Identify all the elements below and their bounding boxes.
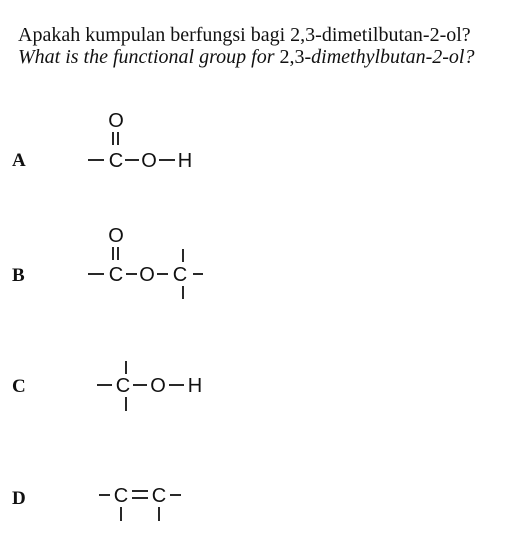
option-d-letter: D <box>12 488 26 509</box>
option-b-oxygen-top: O <box>108 225 124 247</box>
option-b-oxygen: O <box>139 264 155 286</box>
option-a-carbon: C <box>108 150 124 172</box>
option-a-oxygen-top: O <box>108 110 124 132</box>
option-c-oxygen: O <box>150 375 166 397</box>
option-a-hydrogen: H <box>177 150 193 172</box>
option-a-oxygen: O <box>141 150 157 172</box>
question-english-prefix: What is the functional group for <box>18 46 280 68</box>
option-c-carbon: C <box>115 375 131 397</box>
option-a-formula <box>88 110 192 172</box>
option-a-letter: A <box>12 150 26 171</box>
option-b-formula <box>88 225 203 299</box>
question-english-suffix: dimethylbutan-2-ol? <box>311 46 475 68</box>
question-malay: Apakah kumpulan berfungsi bagi 2,3-dimetilbutan-2-ol? <box>18 24 471 46</box>
option-b-carbon-2: C <box>172 264 188 286</box>
option-c-formula <box>97 361 202 411</box>
option-c-letter: C <box>12 376 26 397</box>
option-d-carbon-1: C <box>113 485 129 507</box>
option-d-formula <box>99 485 181 521</box>
question-english-compound: 2,3- <box>279 46 312 68</box>
option-c-hydrogen: H <box>187 375 203 397</box>
option-d-carbon-2: C <box>151 485 167 507</box>
option-b-letter: B <box>12 265 25 286</box>
option-b-carbon-1: C <box>108 264 124 286</box>
